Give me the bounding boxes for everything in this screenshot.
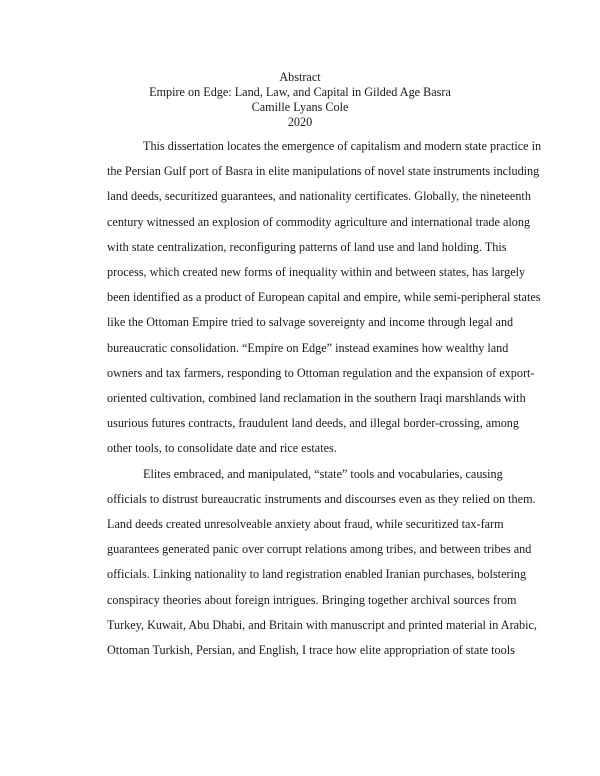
text-line: Ottoman Turkish, Persian, and English, I trace how elite appropriation of state tools bbox=[107, 643, 515, 658]
text-line: owners and tax farmers, responding to Ottoman regulation and the expansion of export- bbox=[107, 365, 535, 380]
author-name: Camille Lyans Cole bbox=[251, 100, 349, 114]
paragraph-2 bbox=[107, 462, 537, 664]
text-line: process, which created new forms of inequality within and between states, has largely bbox=[107, 265, 526, 280]
dissertation-title: Empire on Edge: Land, Law, and Capital in Gilded Age Basra bbox=[149, 85, 451, 99]
text-line: bureaucratic consolidation. “Empire on Edge” instead examines how wealthy land bbox=[107, 340, 509, 355]
abstract-body bbox=[107, 134, 542, 663]
text-line: conspiracy theories about foreign intrigues. Bringing together archival sources from bbox=[107, 592, 517, 607]
text-line: usurious futures contracts, fraudulent land deeds, and illegal border-crossing, among bbox=[107, 416, 519, 431]
abstract-header bbox=[0, 70, 600, 130]
text-line: guarantees generated panic over corrupt relations among tribes, and between tribes and bbox=[107, 542, 532, 557]
text-line: Land deeds created unresolveable anxiety about fraud, while securitized tax-farm bbox=[107, 517, 504, 532]
text-line: officials to distrust bureaucratic instruments and discourses even as they relied on them. bbox=[107, 491, 536, 506]
text-line: like the Ottoman Empire tried to salvage sovereignty and income through legal and bbox=[107, 315, 514, 330]
text-line: the Persian Gulf port of Basra in elite manipulations of novel state instruments including bbox=[107, 164, 540, 179]
abstract-heading: Abstract bbox=[279, 70, 321, 84]
text-line: with state centralization, reconfiguring patterns of land use and land holding. This bbox=[107, 239, 507, 254]
text-line: land deeds, securitized guarantees, and nationality certificates. Globally, the nineteenth bbox=[107, 189, 531, 204]
text-line: Turkey, Kuwait, Abu Dhabi, and Britain with manuscript and printed material in Arabic, bbox=[107, 617, 537, 632]
year: 2020 bbox=[287, 115, 313, 129]
text-line: been identified as a product of European capital and empire, while semi-peripheral states bbox=[107, 290, 541, 305]
text-line: other tools, to consolidate date and rice estates. bbox=[107, 441, 337, 456]
text-line: century witnessed an explosion of commodity agriculture and international trade along bbox=[107, 214, 531, 229]
text-line: This dissertation locates the emergence of capitalism and modern state practice in bbox=[143, 139, 542, 153]
text-line: oriented cultivation, combined land reclamation in the southern Iraqi marshlands with bbox=[107, 391, 526, 406]
text-line: officials. Linking nationality to land registration enabled Iranian purchases, bolstering bbox=[107, 567, 527, 582]
paragraph-1 bbox=[107, 134, 542, 462]
text-line: Elites embraced, and manipulated, “state” tools and vocabularies, causing bbox=[143, 466, 503, 481]
